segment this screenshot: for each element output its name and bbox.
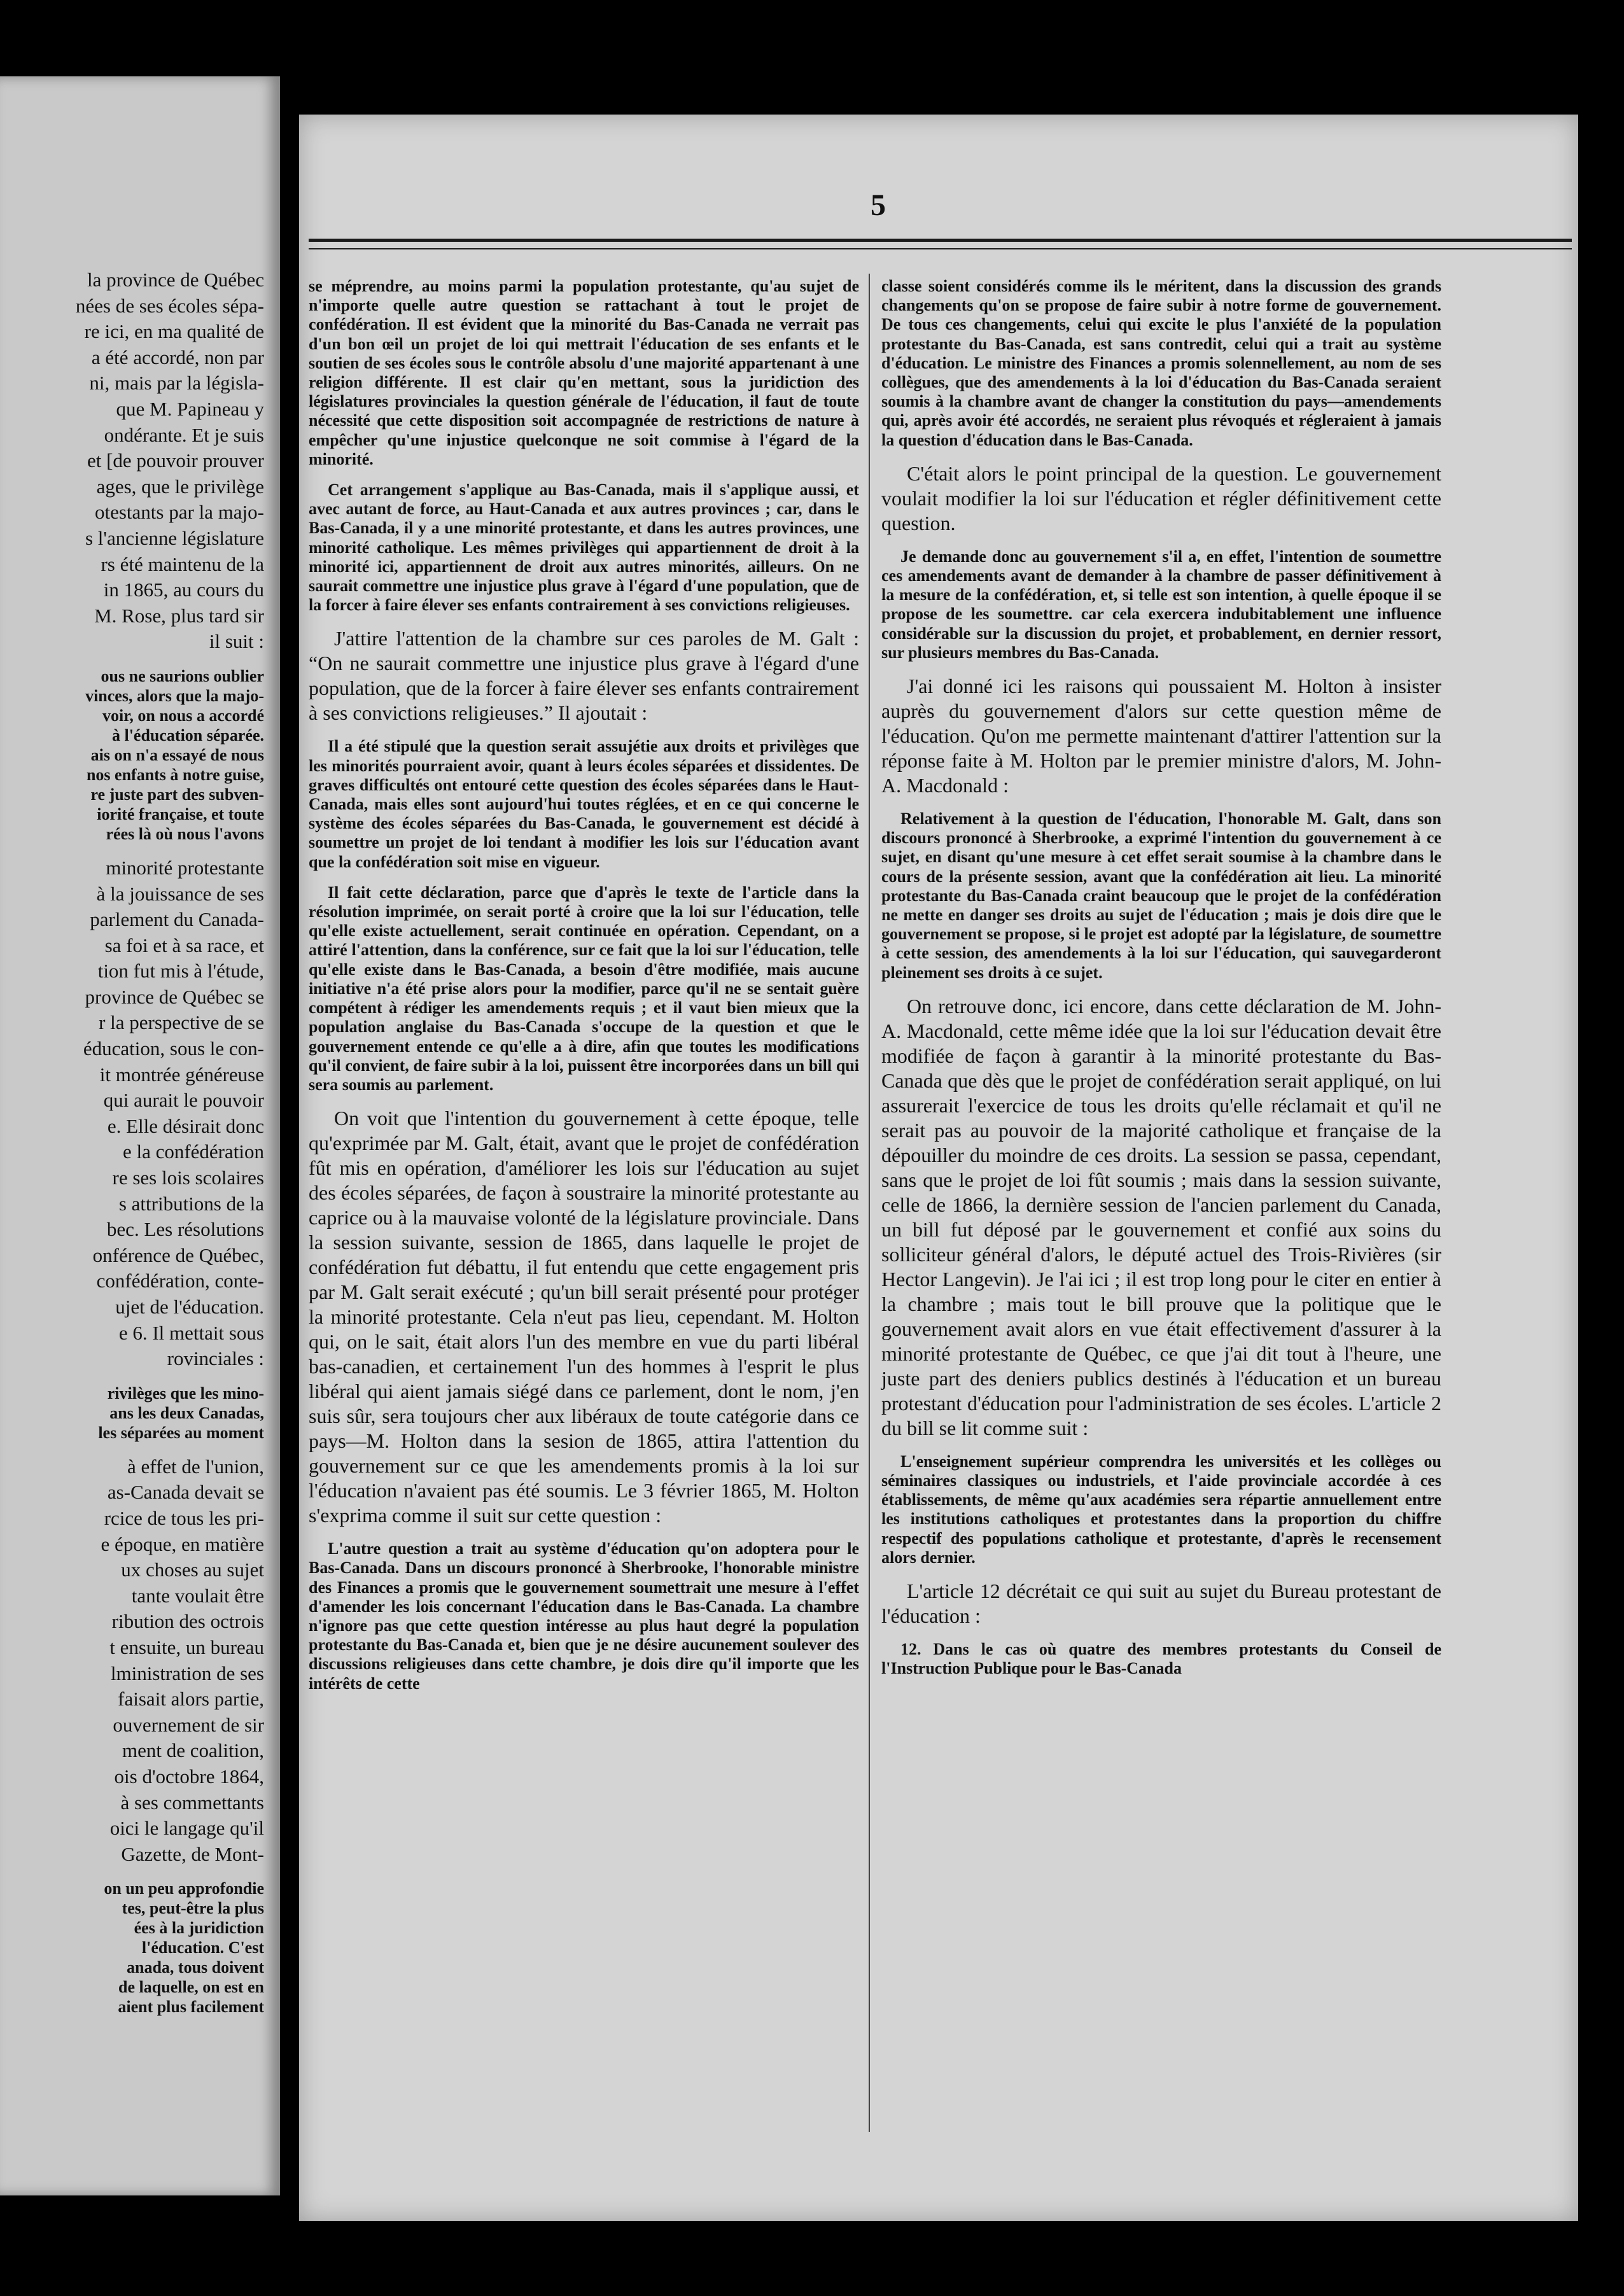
column-left <box>309 277 859 1705</box>
left-line: re ses lois scolaires <box>112 1166 264 1189</box>
left-line: à la jouissance de ses <box>96 882 264 905</box>
left-line: ouvernement de sir <box>113 1713 264 1736</box>
left-line: de laquelle, on est en <box>118 1978 264 1997</box>
left-line: ous ne saurions oublier <box>101 666 264 685</box>
body-paragraph: C'était alors le point principal de la question. Le gouvernement voulait modifier la loi sur l'éducation et régler définitivement cette question. <box>881 461 1441 535</box>
body-paragraph: On voit que l'intention du gouvernement à cette époque, telle qu'exprimée par M. Galt, était, avant que le projet de confédération fût mis en opération, d'améliorer les lois sur l'éducation au sujet des écoles séparées, de façon à soustraire la minorité protestante au caprice ou à la mauvaise volonté de la législature provinciale. Dans la session suivante, session de 1865, dans laquelle le projet de confédération fut débattu, il fut entendu que cette engagement pris par M. Galt serait exécuté ; qu'un bill serait présenté pour protéger la minorité protestante. Cela n'eut pas lieu, cependant. M. Holton qui, on le sait, était alors l'un des membre en vue du parti libéral bas-canadien, et certainement l'un des hommes à l'esprit le plus libéral qui aient jamais siégé dans ce parlement, dont le nom, j'en suis sûr, sera toujours cher aux libéraux de toute catégorie dans ce pays—M. Holton dans la sesion de 1865, attira l'attention du gouvernement sur ce que les amendements promis à la loi sur l'éducation n'avaient pas été soumis. Le 3 février 1865, M. Holton s'exprima comme il suit sur cette question : <box>309 1107 859 1527</box>
body-paragraph: J'ai donné ici les raisons qui poussaient M. Holton à insister auprès du gouvernement d'alors sur cette question même de l'éducation. Qu'on me permette maintenant d'attirer l'attention sur la réponse faite à M. Holton par le premier ministre d'alors, M. John-A. Macdonald : <box>881 675 1441 797</box>
left-line: minorité protestante <box>106 856 264 879</box>
left-line: rs été maintenu de la <box>101 552 264 575</box>
left-paragraph <box>0 1454 264 1868</box>
left-line: nos enfants à notre guise, <box>86 765 264 784</box>
left-line: qui aurait le pouvoir <box>103 1089 264 1112</box>
left-line: sa foi et à sa race, et <box>104 934 264 956</box>
left-line: e. Elle désirait donc <box>107 1114 264 1137</box>
left-paragraph <box>0 267 264 655</box>
quoted-paragraph: se méprendre, au moins parmi la population protestante, qu'au sujet de n'importe quelle autre question se rattachant à tout le projet de confédération. Il est évident que la minorité du Bas-Canada ne verrait pas d'un bon œil un projet de loi qui mettrait l'éducation de ses enfants et le soutien de ses écoles sous le contrôle absolu d'une majorité appartenant à une religion différente. Il est clair qu'en mettant, sous la juridiction des législatures provinciales la question générale de l'éducation, il faut de toute nécessité que cette disposition soit accompagnée de restrictions de nature à empêcher qu'une injustice quelconque ne soit commise à l'égard de la minorité. <box>309 277 859 468</box>
left-line: tes, peut-être la plus <box>122 1899 264 1918</box>
left-line: it montrée généreuse <box>99 1063 264 1086</box>
left-line: rcice de tous les pri- <box>104 1506 264 1529</box>
left-line: e la confédération <box>122 1140 264 1163</box>
left-line: r la perspective de se <box>99 1011 264 1034</box>
left-line: M. Rose, plus tard sir <box>94 604 264 627</box>
left-line: rivilèges que les mino- <box>107 1383 264 1403</box>
body-paragraph: L'article 12 décrétait ce qui suit au sujet du Bureau protestant de l'éducation : <box>881 1579 1441 1628</box>
left-paragraph <box>0 1383 264 1443</box>
left-line: confédération, conte- <box>96 1270 264 1292</box>
left-line: iorité française, et toute <box>97 804 264 823</box>
left-line: ux choses au sujet <box>121 1558 264 1581</box>
left-line: ment de coalition, <box>122 1739 264 1762</box>
left-line: éducation, sous le con- <box>83 1037 264 1060</box>
left-line: à l'éducation séparée. <box>111 725 264 745</box>
left-line: e époque, en matière <box>101 1532 264 1555</box>
left-line: ages, que le privilège <box>96 475 264 498</box>
left-line: onférence de Québec, <box>92 1243 264 1266</box>
left-paragraph <box>0 1879 264 2017</box>
left-line: oici le langage qu'il <box>109 1817 264 1840</box>
left-line: s l'ancienne législature <box>85 526 264 549</box>
header-rule <box>309 239 1572 242</box>
column-divider <box>869 274 870 2132</box>
left-line: province de Québec se <box>85 985 264 1008</box>
left-line: parlement du Canada- <box>90 908 264 931</box>
quoted-paragraph: Il a été stipulé que la question serait assujétie aux droits et privilèges que les minorités pourraient avoir, quant à leurs écoles séparées et dissidentes. De graves difficultés ont entouré cette question des écoles séparées dans le Haut-Canada, mais elles sont aujourd'hui toutes réglées, et en ce qui concerne le système des écoles séparées du Bas-Canada, le gouvernement est décidé à soumettre un projet de loi tendant à modifier les lois sur l'éducation avant que la confédération soit mise en vigueur. <box>309 737 859 871</box>
left-page-fragment <box>0 76 280 2195</box>
page-number: 5 <box>871 188 886 222</box>
left-line: faisait alors partie, <box>118 1688 264 1711</box>
left-line: rovinciales : <box>167 1347 264 1370</box>
left-line: anada, tous doivent <box>127 1958 264 1977</box>
left-line: lministration de ses <box>110 1662 264 1684</box>
left-line: ais on n'a essayé de nous <box>90 745 264 764</box>
left-line: ribution des octrois <box>111 1610 264 1633</box>
quoted-paragraph: L'autre question a trait au système d'éducation qu'on adoptera pour le Bas-Canada. Dans un discours prononcé à Sherbrooke, l'honorable ministre des Finances a promis que le gouvernement soumettrait une mesure à l'effet d'amender les lois concernant l'éducation dans le Bas-Canada. La chambre n'ignore pas que cette question intéresse au plus haut degré la population protestante du Bas-Canada et, bien que je ne désire aucunement soulever des discussions religieuses dans cette chambre, je dois dire qu'il importe que les intérêts de cette <box>309 1539 859 1693</box>
body-paragraph: J'attire l'attention de la chambre sur ces paroles de M. Galt : “On ne saurait commettre une injustice plus grave à l'égard d'une population, que de la forcer à faire élever ses enfants contrairement à ses convictions religieuses.” Il ajoutait : <box>309 627 859 725</box>
quoted-paragraph: Il fait cette déclaration, parce que d'après le texte de l'article dans la résolution imprimée, on serait porté à croire que la loi sur l'éducation, telle qu'elle existe actuellement, serait continuée en opération. Cependant, on a attiré l'attention, dans la conférence, sur ce fait que la loi sur l'éducation, telle qu'elle existe dans le Bas-Canada, a besoin d'être modifiée, mais aucune initiative n'a été prise alors pour la modifier, parce qu'il ne se sentait guère compétent à rédiger les amendements requis ; et il vaut bien mieux que la population anglaise du Bas-Canada s'occupe de la question et que le gouvernement entende ce qu'elle a à dire, afin que toutes les modifications qu'il convient, de faire subir à la loi, puissent être incorporées dans un bill qui sera soumis au parlement. <box>309 883 859 1094</box>
quoted-paragraph: L'enseignement supérieur comprendra les universités et les collèges ou séminaires classiques ou industriels, et l'aide provinciale accordée à ces établissements, de même qu'aux académies sera répartie annuellement entre les institutions catholiques et protestantes dans la proportion du chiffre respectif des populations catholique et protestante, d'après le recensement alors dernier. <box>881 1452 1441 1567</box>
left-line: que M. Papineau y <box>116 397 264 420</box>
left-paragraph <box>0 666 264 844</box>
quoted-paragraph: Je demande donc au gouvernement s'il a, en effet, l'intention de soumettre ces amendements avant de demander à la chambre de passer définitivement à la mesure de la confédération, et, si telle est son intention, à quelle époque il se propose de les soumettre. car cela exercera indubitablement une influence considérable sur la discussion du projet, et probablement, en dernier ressort, sur plusieurs membres du Bas-Canada. <box>881 547 1441 662</box>
left-line: ans les deux Canadas, <box>109 1403 264 1422</box>
left-line: as-Canada devait se <box>107 1481 264 1504</box>
left-line: e 6. Il mettait sous <box>118 1321 264 1344</box>
left-page-column <box>0 267 264 2145</box>
header-rule-thin <box>309 248 1572 249</box>
left-line: on un peu approfondie <box>104 1879 264 1898</box>
left-line: aient plus facilement <box>118 1998 264 2017</box>
column-right <box>881 277 1441 1690</box>
left-line: nées de ses écoles sépa- <box>75 294 264 317</box>
left-line: ées à la juridiction <box>134 1919 264 1938</box>
left-paragraph <box>0 855 264 1372</box>
main-page <box>299 115 1578 2221</box>
left-line: ujet de l'éducation. <box>115 1296 264 1318</box>
left-line: à ses commettants <box>120 1791 264 1814</box>
quoted-paragraph: Relativement à la question de l'éducation, l'honorable M. Galt, dans son discours prononcé à Sherbrooke, a exprimé l'intention du gouvernement à ce sujet, en disant qu'une mesure à cet effet serait soumise à la chambre dans le cours de la présente session, avant que la confédération ait lieu. La minorité protestante du Bas-Canada craint beaucoup que le projet de la confédération ne mette en danger ses droits au sujet de l'éducation ; mais je dois dire que le gouvernement se propose, si le projet est adopté par la législature, de soumettre à cette session, des amendements à la loi sur l'éducation, qui sauvegarderont pleinement ses droits à ce sujet. <box>881 809 1441 982</box>
left-line: in 1865, au cours du <box>103 578 264 601</box>
left-line: ni, mais par la législa- <box>89 372 264 395</box>
left-line: vinces, alors que la majo- <box>85 686 264 705</box>
left-line: ois d'octobre 1864, <box>114 1765 264 1788</box>
left-line: il suit : <box>209 630 264 653</box>
left-line: rées là où nous l'avons <box>106 824 264 843</box>
left-line: ondérante. Et je suis <box>104 423 264 446</box>
left-line: t ensuite, un bureau <box>109 1635 264 1658</box>
left-line: a été accordé, non par <box>91 346 264 368</box>
left-line: tion fut mis à l'étude, <box>97 960 264 983</box>
left-line: otestants par la majo- <box>95 501 264 524</box>
left-line: tante voulait être <box>131 1584 264 1607</box>
quoted-paragraph: 12. Dans le cas où quatre des membres protestants du Conseil de l'Instruction Publique pour le Bas-Canada <box>881 1640 1441 1678</box>
left-line: Gazette, de Mont- <box>121 1842 264 1865</box>
quoted-paragraph: classe soient considérés comme ils le méritent, dans la discussion des grands changements qu'on se propose de faire subir à notre forme de gouvernement. De tous ces changements, celui qui excite le plus l'anxiété de la population protestante du Bas-Canada, est sans contredit, celui qui a trait au système d'éducation. Le ministre des Finances a promis solennellement, au nom de ses collègues, que des amendements à la loi d'éducation du Bas-Canada seraient soumis à la chambre avant de changer la constitution du pays—amendements qui, après avoir été accordés, ne seraient plus révoqués et régleraient à jamais la question d'éducation dans le Bas-Canada. <box>881 277 1441 449</box>
quoted-paragraph: Cet arrangement s'applique au Bas-Canada, mais il s'applique aussi, et avec autant de force, au Haut-Canada et aux autres provinces ; car, dans le Bas-Canada, il y a une minorité protestante, et dans les autres provinces, une minorité catholique. Les mêmes privilèges qui appartiennent de droit à la minorité ici, appartiennent de droit aux autres minorités, ailleurs. On ne saurait commettre une injustice plus grave à l'égard d'une population, que de la forcer à faire élever ses enfants contrairement à ses convictions religieuses. <box>309 480 859 615</box>
left-line: s attributions de la <box>118 1192 264 1215</box>
left-line: et [de pouvoir prouver <box>87 449 264 472</box>
body-paragraph: On retrouve donc, ici encore, dans cette déclaration de M. John-A. Macdonald, cette même idée que la loi sur l'éducation devait être modifiée de façon à garantir à la minorité protestante du Bas-Canada que dès que le projet de confédération serait appliqué, on lui assurerait l'exercice de tous les droits qu'elle réclamait et qu'il ne serait pas au pouvoir de la majorité catholique et française de la dépouiller du moindre de ces droits. La session se passa, cependant, sans que le projet de loi fût soumis ; mais dans la session suivante, celle de 1866, la dernière session de l'ancien parlement du Canada, un bill fut déposé par le gouvernement et confié aux soins du solliciteur général d'alors, le député actuel des Trois-Rivières (sir Hector Langevin). Je l'ai ici ; il est trop long pour le citer en entier à la chambre ; mais tout le bill prouve que la politique que le gouvernement avait alors en vue était effectivement d'assurer à la minorité protestante de Québec, ce que j'ai dit tout à l'heure, une juste part des deniers publics destinés à l'éducation et un bureau protestant d'éducation pour l'administration de ses écoles. L'article 2 du bill se lit comme suit : <box>881 994 1441 1439</box>
left-line: re ici, en ma qualité de <box>84 320 264 343</box>
left-line: re juste part des subven- <box>90 785 264 804</box>
left-line: les séparées au moment <box>98 1423 264 1442</box>
left-line: la province de Québec <box>87 269 264 291</box>
left-line: l'éducation. C'est <box>141 1938 264 1957</box>
left-line: bec. Les résolutions <box>106 1218 264 1241</box>
left-line: à effet de l'union, <box>127 1455 264 1478</box>
left-line: voir, on nous a accordé <box>102 706 264 725</box>
